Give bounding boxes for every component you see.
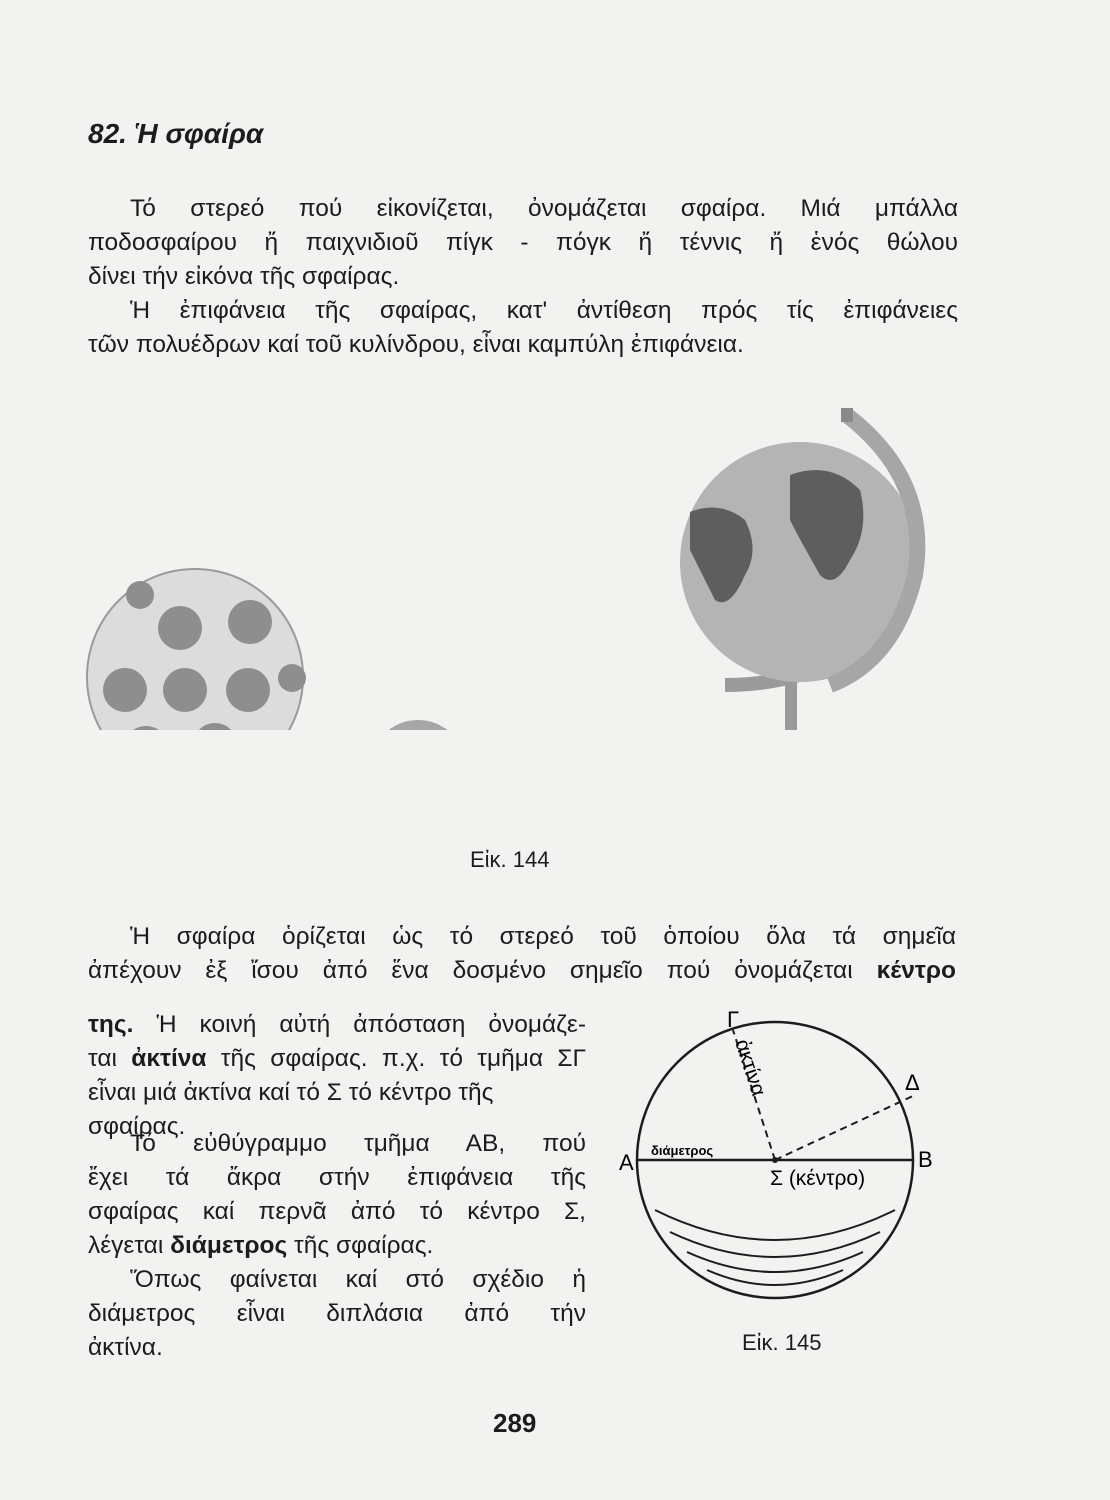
label-center: Σ (κέντρο) — [770, 1167, 866, 1190]
intro-line: Τό στερεό πού εἰκονίζεται, ὀνομάζεται σφαίρα. Μιά μπάλλα — [130, 195, 958, 222]
label-a: Α — [619, 1150, 634, 1175]
section-number: 82. — [88, 118, 127, 149]
section-title: Ἡ σφαίρα — [134, 118, 264, 149]
intro-line: δίνει τήν εἰκόνα τῆς σφαίρας. — [88, 263, 400, 290]
diameter-line: σφαίρας καί περνᾶ ἀπό τό κέντρο Σ, — [88, 1198, 586, 1225]
intro-line: Ἡ ἐπιφάνεια τῆς σφαίρας, κατ' ἀντίθεση πρός τίς ἐπιφάνειες — [130, 297, 958, 324]
figure-145-caption: Εἰκ. 145 — [742, 1330, 822, 1355]
diameter-line: ἀκτίνα. — [88, 1334, 163, 1361]
page-number: 289 — [493, 1408, 537, 1438]
keyword-radius: ἀκτίνα — [131, 1045, 207, 1072]
definition-text — [88, 920, 956, 988]
intro-paragraph-2 — [88, 294, 958, 362]
figure-144-illustration — [0, 400, 1110, 730]
label-diameter: διάμετρος — [651, 1143, 714, 1158]
label-b: Β — [918, 1147, 933, 1172]
keyword-diameter: διάμετρος — [170, 1232, 288, 1259]
definition-text-segment: ἀπέχουν ἐξ ἴσου ἀπό ἕνα δοσμένο σημεῖο πού ὀνομάζεται — [88, 957, 877, 984]
definition-text-column — [88, 1008, 586, 1144]
diameter-text-segment: λέγεται — [88, 1232, 164, 1259]
definition-text-segment: Ἡ κοινή αὐτή ἀπόσταση ὀνομάζε- — [133, 1011, 586, 1038]
polka-dot-ball — [87, 569, 306, 730]
small-ball — [370, 720, 466, 730]
intro-line: ποδοσφαίρου ἤ παιχνιδιοῦ πίγκ - πόγκ ἤ τέννις ἤ ἑνός θώλου — [88, 229, 958, 256]
label-gamma: Γ — [727, 1010, 740, 1032]
intro-paragraph-1 — [88, 192, 958, 294]
definition-line — [88, 954, 956, 988]
definition-line: εἶναι μιά ἀκτίνα καί τό Σ τό κέντρο τῆς — [88, 1079, 494, 1106]
figure-144-caption: Εἰκ. 144 — [470, 847, 550, 872]
diameter-line: διάμετρος εἶναι διπλάσια ἀπό τήν — [88, 1300, 586, 1327]
diameter-text-segment: τῆς σφαίρας. — [287, 1232, 434, 1259]
section-heading — [88, 118, 263, 150]
label-radius: ἀκτίνα — [730, 1036, 771, 1099]
center-point — [772, 1157, 778, 1163]
keyword-center: κέντρο — [876, 957, 956, 984]
definition-line: Ἡ σφαίρα ὁρίζεται ὡς τό στερεό τοῦ ὁποίου ὅλα τά σημεῖα — [130, 923, 956, 950]
diameter-line: ἔχει τά ἄκρα στήν ἐπιφάνεια τῆς — [88, 1164, 586, 1191]
diameter-line — [88, 1229, 586, 1263]
definition-text-segment: τῆς σφαίρας. π.χ. τό τμῆμα ΣΓ — [206, 1045, 586, 1072]
figure-145-diagram — [615, 1010, 945, 1340]
diameter-line: Τό εὐθύγραμμο τμῆμα ΑΒ, πού — [130, 1130, 586, 1157]
keyword-its: της. — [88, 1011, 134, 1038]
shading-arc — [655, 1210, 895, 1240]
definition-text-segment: ται — [88, 1045, 132, 1072]
label-delta: Δ — [905, 1070, 920, 1095]
intro-text — [88, 192, 958, 362]
definition-line: σφαίρας. — [88, 1113, 186, 1140]
radius-line-sd — [775, 1095, 915, 1160]
shading-arc — [670, 1232, 880, 1257]
definition-line — [88, 1008, 586, 1042]
definition-line — [88, 1042, 586, 1076]
globe — [680, 408, 920, 730]
intro-line: τῶν πολυέδρων καί τοῦ κυλίνδρου, εἶναι καμπύλη ἐπιφάνεια. — [88, 331, 744, 358]
shading-arc — [687, 1252, 863, 1272]
diameter-line: Ὅπως φαίνεται καί στό σχέδιο ἡ — [130, 1266, 586, 1293]
diameter-text — [88, 1127, 586, 1365]
